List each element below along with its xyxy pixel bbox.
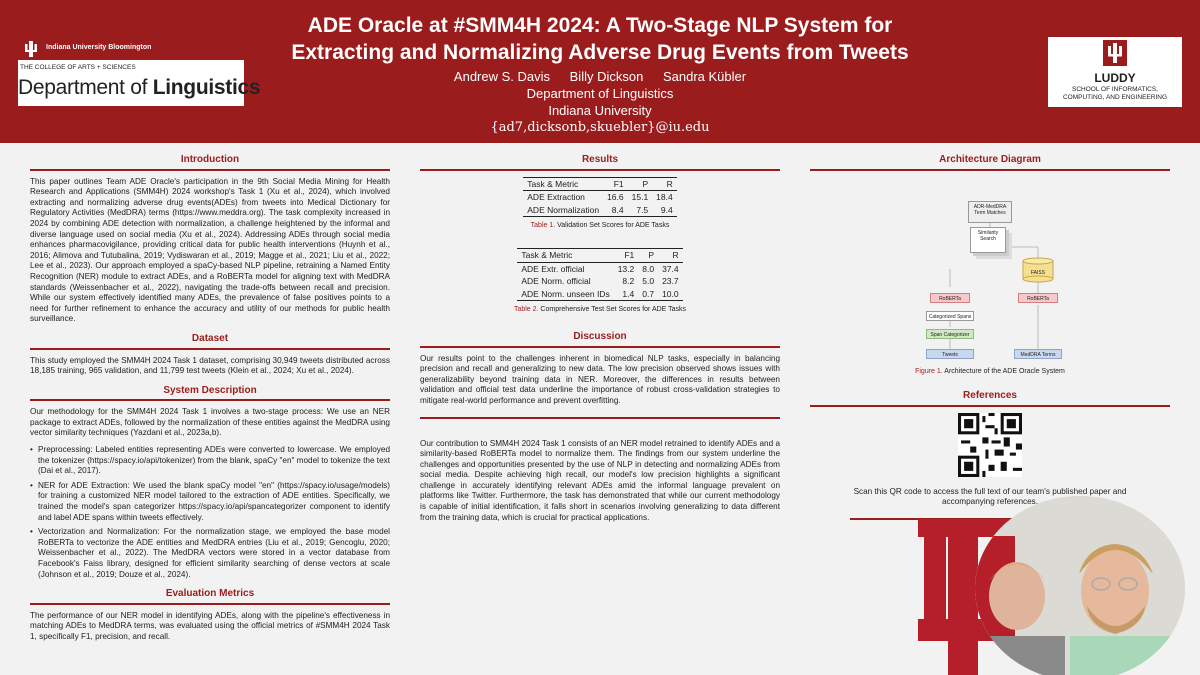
iu-trident-icon	[24, 41, 38, 57]
author-names: Andrew S. Davis Billy Dickson Sandra Kübler	[453, 69, 747, 84]
college-label: THE COLLEGE OF ARTS + SCIENCES	[20, 64, 136, 71]
architecture-heading: Architecture Diagram	[810, 155, 1170, 171]
table-row: ADE Extr. official 13.2 8.0 37.4	[521, 263, 679, 274]
table-row: ADE Extraction 16.6 15.1 18.4	[527, 192, 673, 203]
span-categorizer-node: Span Categorizer	[926, 329, 974, 339]
faiss-label: FAISS	[1030, 269, 1046, 276]
linguistics-logo	[18, 38, 261, 106]
qr-code-icon[interactable]	[958, 413, 1022, 477]
author-university: Indiana University	[548, 103, 652, 118]
poster-title: ADE Oracle at #SMM4H 2024: A Two-Stage NLP System for Extracting and Normalizing Adverse Drug Events from Tweets	[291, 14, 909, 64]
discussion-heading: Discussion	[420, 332, 780, 348]
validation-table: Task & Metric F1 P R ADE Extraction 16.6 15.1 18.4 ADE Normalization 8.4 7.5 9.4	[523, 177, 676, 218]
conclusion-text: Our contribution to SMM4H 2024 Task 1 consists of an NER model retrained to identify ADEs and a similarity-based RoBERTa model to normalize them. The findings from our system underline the challenges and opportunities presented by the use of NLP in detecting and normalizing ADEs from social media. Despite achieving high recall, our model's low precision highlights a significant challenge in accurately identifying relevant ADEs amid the informal language prevalent on platforms like Twitter. Furthermore, the task has demonstrated that while our current methodology is capable of initial identification, it falls short in scenarios involving generalizing to data different from the training data, which is crucial for practical applications.	[420, 438, 780, 522]
table1-caption: Table 1. Validation Set Scores for ADE Tasks	[530, 222, 670, 230]
bullet-vectorization: • Vectorization and Normalization: For the normalization stage, we employed the base model RoBERTa to vectorize the ADE entities and MedDRA entries (Liu et al., 2019; Gencoglu, 2020; Weissenbacher et al., 2022). The MedDRA vectors were stored in a vector database from Facebook's Faiss library, designed for efficient similarity searching of dense vectors at scale (Johnson et al., 2019; Douze et al., 2024).	[30, 527, 390, 580]
roberta-node-right: RoBERTa	[1018, 293, 1058, 303]
luddy-subtitle: SCHOOL OF INFORMATICS, COMPUTING, AND ENGINEERING	[1062, 86, 1167, 101]
column-right	[810, 155, 1170, 520]
table-row: ADE Norm. unseen IDs 1.4 0.7 10.0	[517, 288, 682, 301]
roberta-node-left: RoBERTa	[930, 293, 970, 303]
table-row: ADE Norm. official 8.2 5.0 23.7	[521, 276, 679, 287]
poster-header	[0, 0, 1200, 143]
presenters-video-icon	[975, 496, 1185, 675]
results-heading: Results	[420, 155, 780, 171]
categorized-spans-node: Categorized Spans	[926, 311, 974, 321]
introduction-heading: Introduction	[30, 155, 390, 171]
qr-instructions: Scan this QR code to access the full text of our team's published paper and accompanying references.	[853, 486, 1127, 507]
luddy-logo	[1048, 37, 1182, 107]
section-divider	[420, 417, 780, 419]
system-description-heading: System Description	[30, 386, 390, 402]
test-table: Task & Metric F1 P R ADE Extr. official 13.2 8.0 37.4 ADE Norm. official 8.2 5.0 23.7 ADE Norm. unseen IDs 1.4 0.7 10.0	[517, 248, 682, 301]
table-row: ADE Normalization 8.4 7.5 9.4	[523, 204, 676, 217]
table2-caption: Table 2. Comprehensive Test Set Scores for ADE Tasks	[513, 306, 687, 314]
term-matches-node: ADR-MedDRA Term Matches	[968, 201, 1012, 223]
bullet-preprocessing: • Preprocessing: Labeled entities representing ADEs were converted to lowercase. We employed the tokenizer (https://spacy.io/api/tokenizer) from the blank, spaCy "en" model to tokenize the text (Dai et al., 2017).	[30, 445, 390, 477]
webcam-overlay	[975, 496, 1185, 675]
meddra-terms-node: MedDRA Terms	[1014, 349, 1062, 359]
tweets-node: Tweets	[926, 349, 974, 359]
system-intro-text: Our methodology for the SMM4H 2024 Task 1 involves a two-stage process: We use an NER package to extract ADEs, followed by the normalization of these entities against the MedDRA using vector similarity techniques (Yazdani et al., 2023a,b).	[30, 407, 390, 438]
evaluation-text: The performance of our NER model in identifying ADEs, along with the pipeline's effectiveness in matching ADEs to MedDRA terms, was evaluated using the official metrics of #SMM4H 2024 Task 1, specifically F1, precision, and recall.	[30, 610, 390, 641]
author-department: Department of Linguistics	[526, 86, 674, 101]
bullet-ner: • NER for ADE Extraction: We used the blank spaCy model "en" (https://spacy.io/usage/models) for training a customized NER model tailored to the extraction of ADE entities. Specifically, we trained the model's span categorizer https://spacy.io/api/spancategorizer component to identify and label ADE spans within tweets effectively.	[30, 481, 390, 523]
column-middle	[420, 155, 780, 523]
figure1-caption: Figure 1. Architecture of the ADE Oracle System	[915, 367, 1065, 375]
iub-label: Indiana University Bloomington	[46, 44, 152, 51]
department-logo-text: Department of Linguistics	[18, 76, 261, 99]
evaluation-heading: Evaluation Metrics	[30, 589, 390, 605]
author-email: {ad7,dicksonb,skuebler}@iu.edu	[490, 120, 710, 135]
author-block	[250, 68, 950, 136]
similarity-search-node: Similarity Search	[970, 227, 1006, 253]
introduction-text: This paper outlines Team ADE Oracle's participation in the 9th Social Media Mining for Health Research and Applications (SMM4H) 2024 workshop's Task 1 (Xu et al., 2024), which involved extracting and normalizing adverse drug events(ADEs) from tweets into Medical Dictionary for Regulatory Activities (MedDRA) terms (https://www.meddra.org). The task complexity increased in 2024 by combining ADE detection with normalization, a challenge heightened by the informal and diverse language used on social media (Xu et al., 2024). Addressing ADEs through social media enhances pharmacovigilance, providing critical data for public health interventions (Huynh et al., 2016; Alimova and Tutubalina, 2019; Vydiswaran et al., 2019; Magge et al., 2021; Liu et al., 2022; Lee et al., 2023). Our approach employed a spaCy-based NLP pipeline, retraining a Named Entity Recognition (NER) module to extract ADEs, and a RoBERTa model for aligning text with MedDRA standards (Weissenbacher et al., 2022), navigating the trade-offs between recall and precision. While our system effectively identified many ADEs, the prevalence of false positives points to a need for further refinement to enhance the accuracy and utility of our methods for public health surveillance.	[30, 176, 390, 324]
discussion-text: Our results point to the challenges inherent in biomedical NLP tasks, especially in balancing precision and recall and generalizing to new data. The low precision observed shows issues with generalizability beyond training data in NER. Moreover, the differences in results between validation and official test data underline the importance of robust cross-validation strategies to mitigate real-world performance and prevent overfitting.	[420, 353, 780, 405]
luddy-name: LUDDY	[1094, 71, 1136, 85]
references-heading: References	[810, 391, 1170, 407]
system-bullet-list	[30, 445, 390, 580]
dataset-heading: Dataset	[30, 334, 390, 350]
column-left	[30, 155, 390, 643]
architecture-diagram	[810, 177, 1170, 357]
iu-trident-icon	[1103, 40, 1127, 66]
dataset-text: This study employed the SMM4H 2024 Task 1 dataset, comprising 30,949 tweets distributed across 18,185 training, 965 validation, and 11,799 test tweets (Klein et al., 2024; Xu et al., 2024).	[30, 355, 390, 376]
